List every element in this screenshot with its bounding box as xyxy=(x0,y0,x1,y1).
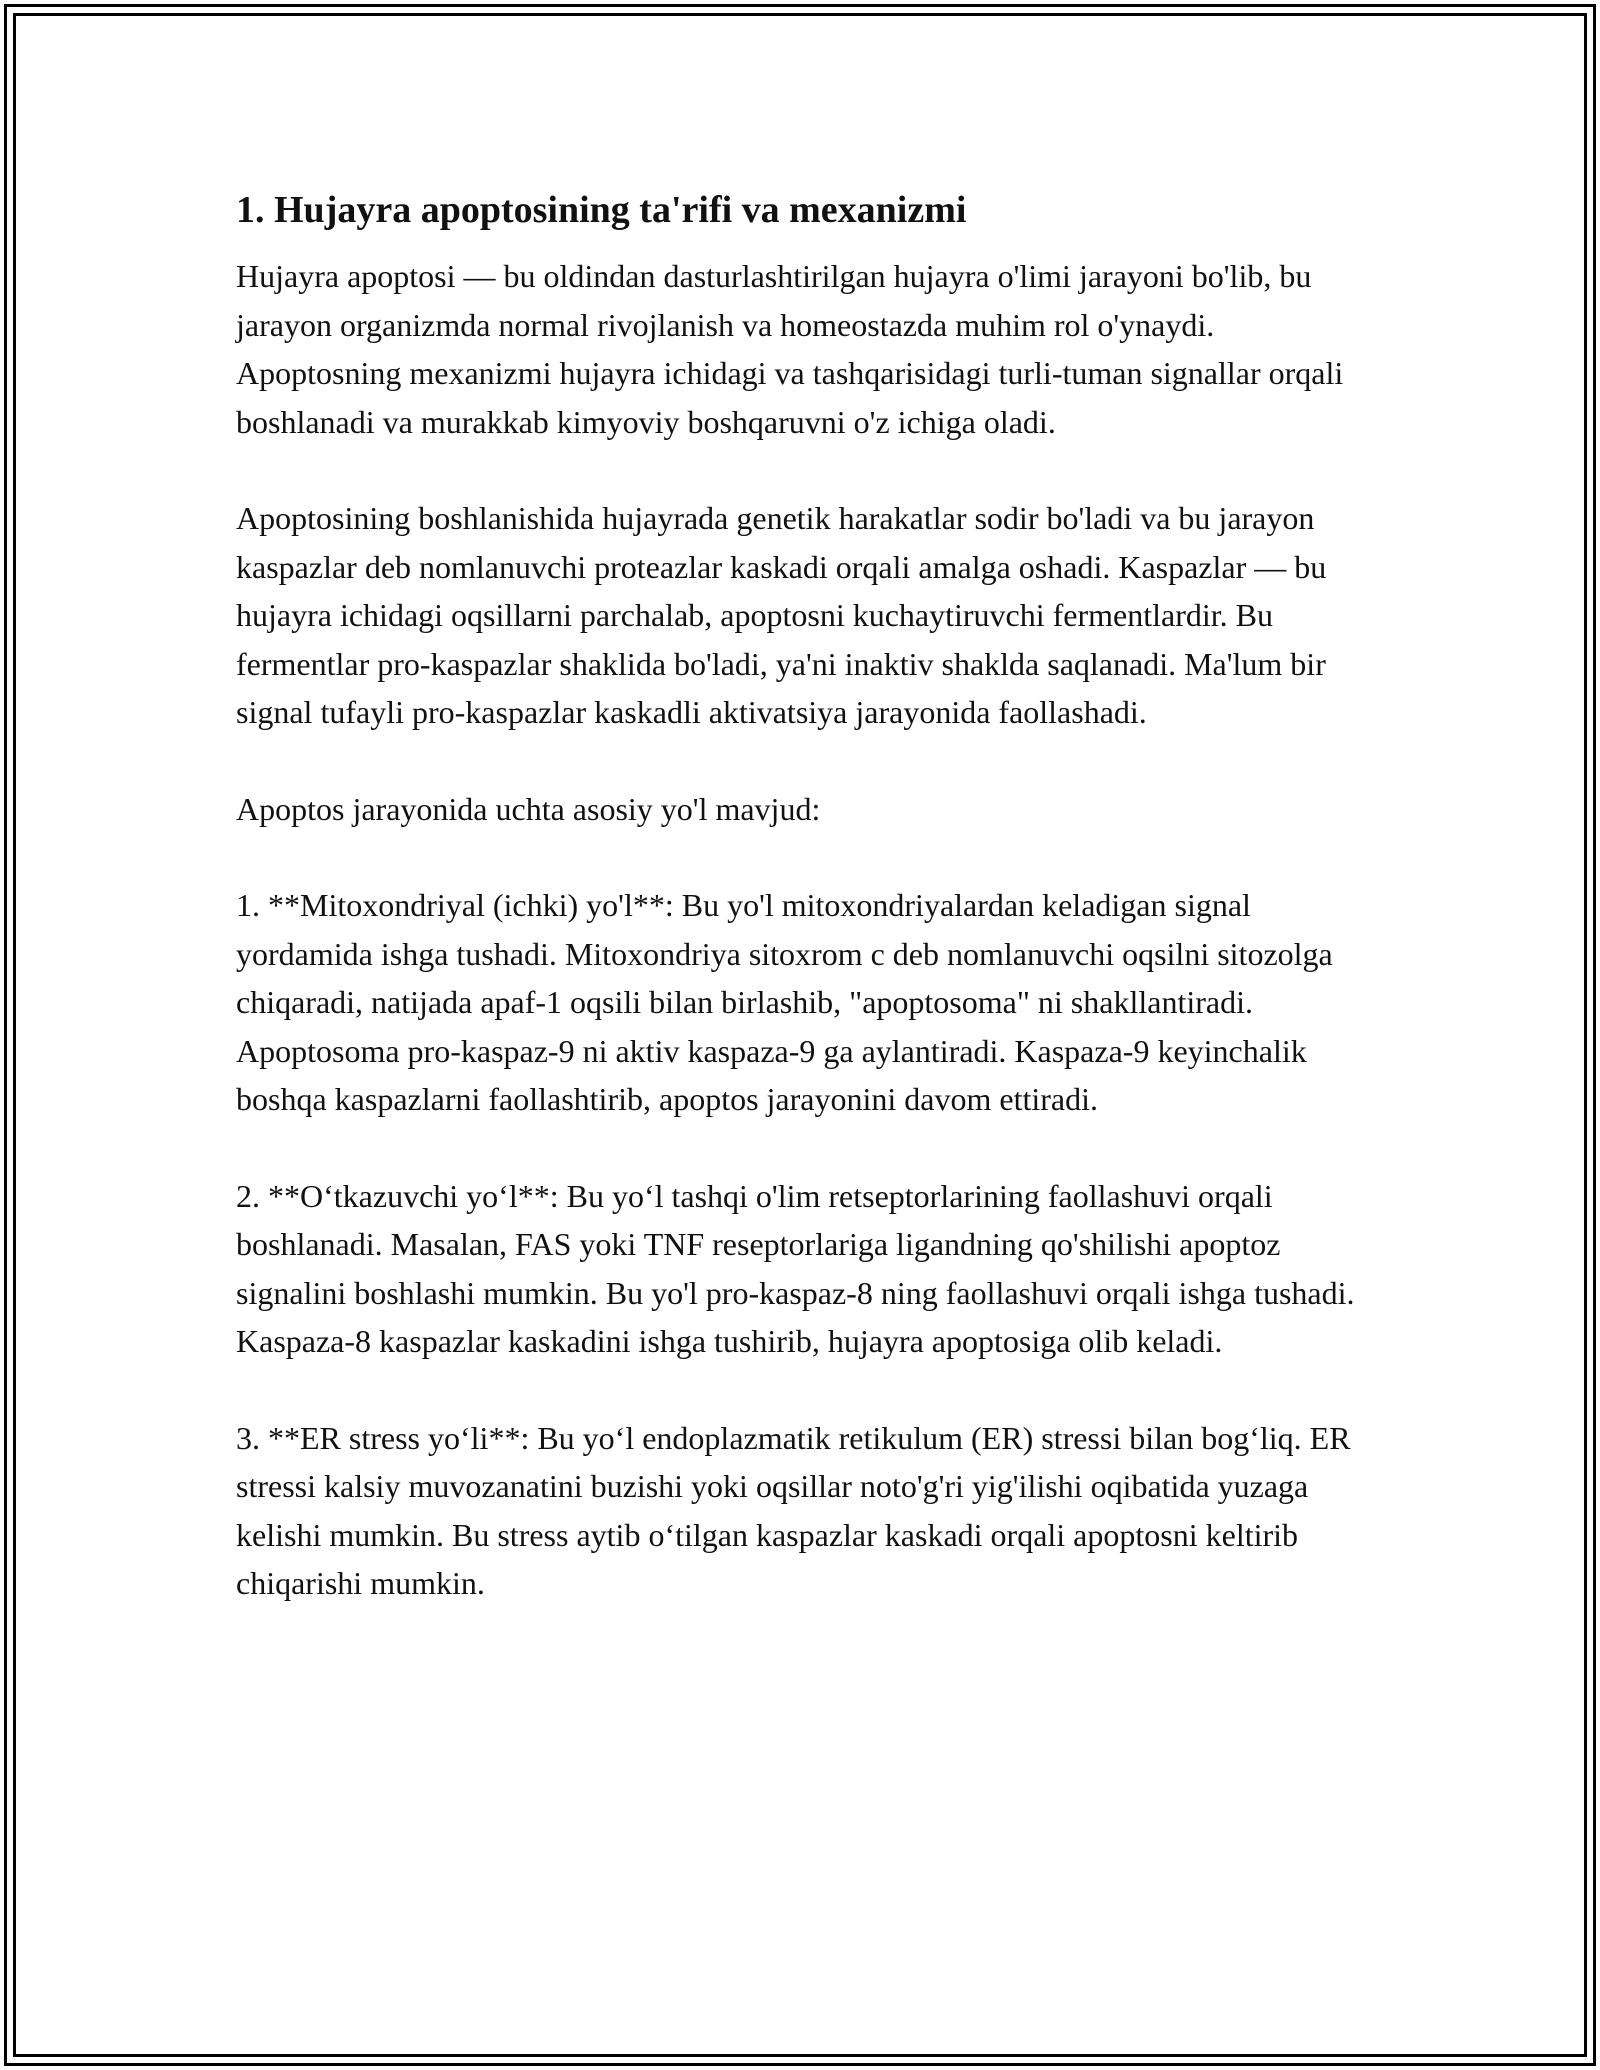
document-body xyxy=(236,184,1376,1608)
paragraph-extrinsic-pathway: 2. **O‘tkazuvchi yo‘l**: Bu yo‘l tashqi o'lim retseptorlarining faollashuvi orqali boshlanadi. Masalan, FAS yoki TNF reseptorlariga ligandning qo'shilishi apoptoz signalini boshlashi mumkin. Bu yo'l pro-kaspaz-8 ning faollashuvi orqali ishga tushadi. Kaspaza-8 kaspazlar kaskadini ishga tushirib, hujayra apoptosiga olib keladi. xyxy=(236,1177,1363,1359)
paragraph-definition: Hujayra apoptosi — bu oldindan dasturlashtirilgan hujayra o'limi jarayoni bo'lib, bu jarayon organizmda normal rivojlanish va homeostazda muhim rol o'ynaydi. Apoptosning mexanizmi hujayra ichidagi va tashqarisidagi turli-tuman signallar orqali boshlanadi va murakkab kimyoviy boshqaruvni o'z ichiga oladi. xyxy=(236,258,1352,440)
paragraph-caspases: Apoptosining boshlanishida hujayrada genetik harakatlar sodir bo'ladi va bu jarayon kaspazlar deb nomlanuvchi proteazlar kaskadi orqali amalga oshadi. Kaspazlar — bu hujayra ichidagi oqsillarni parchalab, apoptosni kuchaytiruvchi fermentlardir. Bu fermentlar pro-kaspazlar shaklida bo'ladi, ya'ni inaktiv shakldа saqlanadi. Ma'lum bir signal tufayli pro-kaspazlar kaskadli aktivatsiya jarayonida faollashadi. xyxy=(236,500,1335,730)
paragraph-pathways-intro: Apoptos jarayonida uchta asosiy yo'l mavjud: xyxy=(236,790,821,827)
section-heading: 1. Hujayra apoptosining ta'rifi va mexanizmi xyxy=(236,189,967,231)
paragraph-er-stress-pathway: 3. **ER stress yo‘li**: Bu yo‘l endoplazmatik retikulum (ER) stressi bilan bog‘liq. ER stressi kalsiy muvozanatini buzishi yoki oqsillar noto'g'ri yig'ilishi oqibatida yuzaga kelishi mumkin. Bu stress aytib o‘tilgan kaspazlar kaskadi orqali apoptosni keltirib chiqarishi mumkin. xyxy=(236,1419,1359,1601)
paragraph-mitochondrial-pathway: 1. **Mitoxondriyal (ichki) yo'l**: Bu yo'l mitoxondriyalardan keladigan signal yordamida ishga tushadi. Mitoxondriya sitoxrom c deb nomlanuvchi oqsilni sitozolga chiqaradi, natijada apaf-1 oqsili bilan birlashib, "apoptosoma" ni shakllantiradi. Apoptosoma pro-kaspaz-9 ni aktiv kaspaza-9 ga aylantiradi. Kaspaza-9 keyinchalik boshqa kaspazlarni faollashtirib, apoptos jarayonini davom ettiradi. xyxy=(236,887,1341,1117)
